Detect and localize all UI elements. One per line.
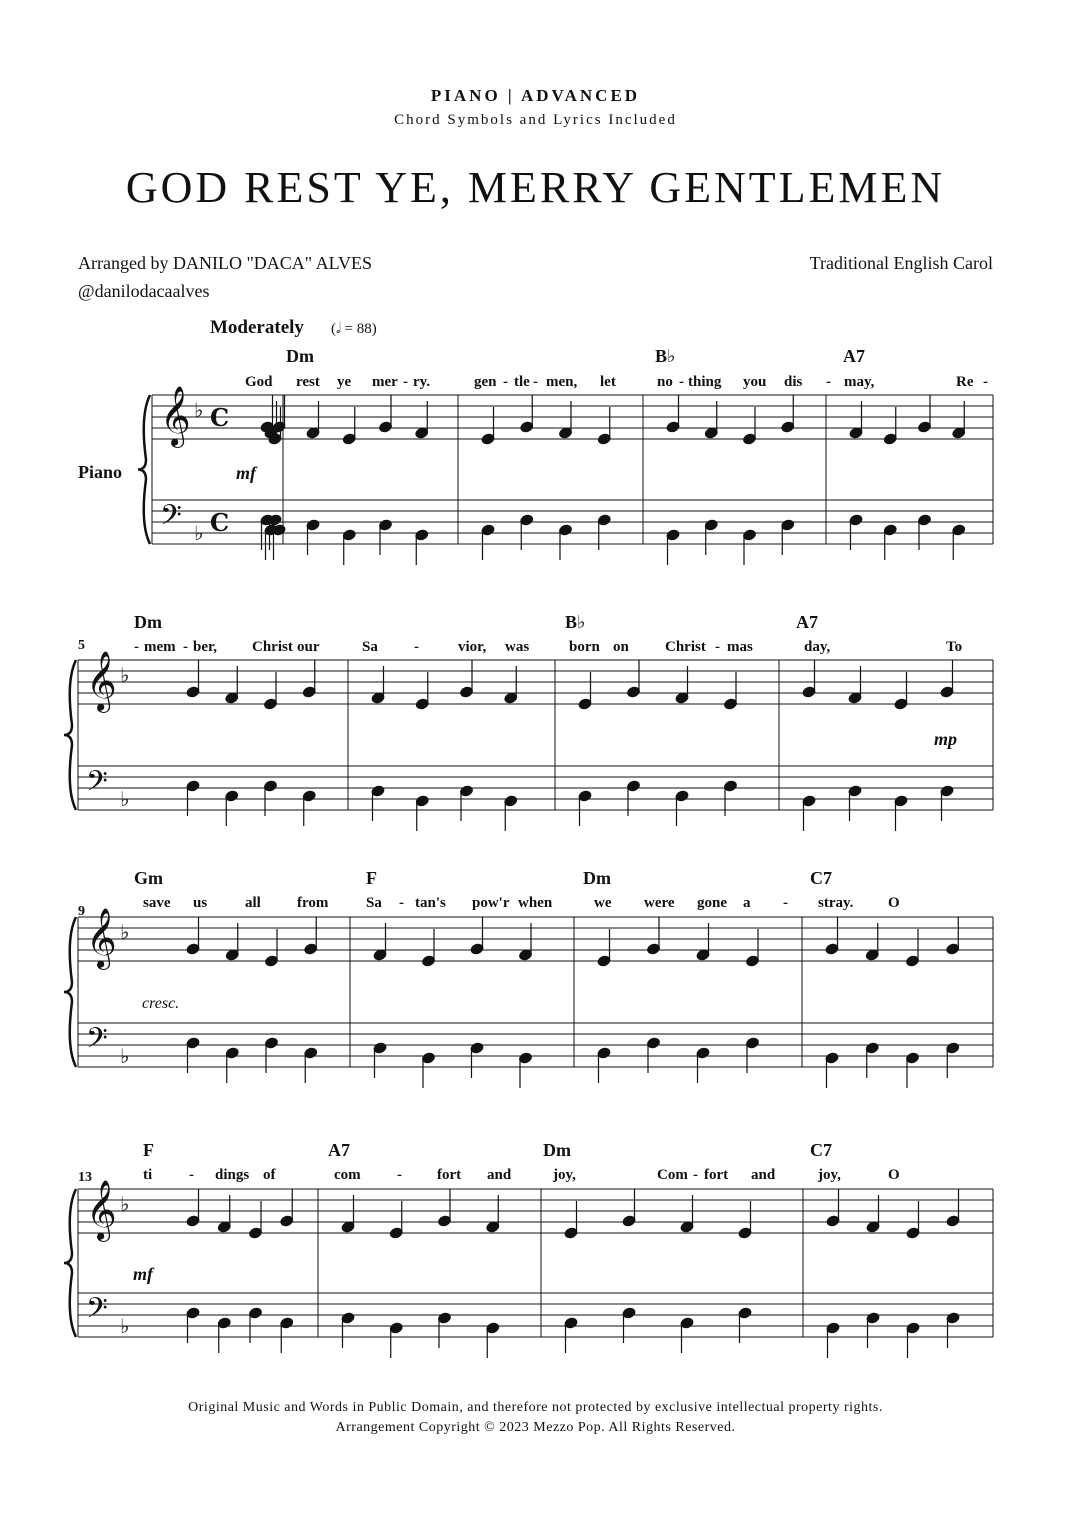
metronome-marking: (𝅗𝅥 = 88) <box>331 321 377 337</box>
key-signature-flat: ♭ <box>194 398 204 422</box>
lyric-syllable: - <box>503 374 508 390</box>
lyric-syllable: of <box>263 1167 276 1183</box>
expression-marking: cresc. <box>142 995 180 1012</box>
lyric-syllable: gone <box>697 895 727 911</box>
lyric-syllable: God <box>245 374 273 390</box>
lyric-syllable: gen <box>474 374 497 390</box>
key-signature-flat: ♭ <box>194 521 204 545</box>
lyric-syllable: ti <box>143 1167 153 1183</box>
treble-clef: 𝄞 <box>86 908 117 968</box>
lyric-syllable: To <box>946 639 963 655</box>
measure-number: 5 <box>78 638 85 653</box>
lyric-syllable: from <box>297 895 329 911</box>
lyric-syllable: mas <box>727 639 753 655</box>
lyric-syllable: on <box>613 639 629 655</box>
chord-symbol: B♭ <box>655 346 676 366</box>
measure-number: 9 <box>78 904 85 919</box>
lyric-syllable: men, <box>546 374 578 390</box>
lyric-syllable: Com <box>657 1167 688 1183</box>
lyric-syllable: when <box>518 895 553 911</box>
lyric-syllable: Christ <box>665 639 706 655</box>
lyric-syllable: no <box>657 374 673 390</box>
bass-clef: 𝄢 <box>160 499 182 539</box>
lyric-syllable: - <box>399 895 404 911</box>
lyric-syllable: mer <box>372 374 398 390</box>
lyric-syllable: born <box>569 639 600 655</box>
lyric-syllable: all <box>245 895 261 911</box>
lyric-syllable: and <box>751 1167 776 1183</box>
lyric-syllable: us <box>193 895 208 911</box>
lyric-syllable: - <box>983 374 988 390</box>
lyric-syllable: - <box>189 1167 194 1183</box>
lyric-syllable: - <box>826 374 831 390</box>
lyric-syllable: save <box>143 895 171 911</box>
lyric-syllable: ry. <box>413 374 431 390</box>
key-signature-flat: ♭ <box>120 1192 130 1216</box>
lyric-syllable: - <box>403 374 408 390</box>
lyric-syllable: stray. <box>818 895 854 911</box>
bass-clef: 𝄢 <box>86 765 108 805</box>
time-signature: C <box>210 508 230 537</box>
lyric-syllable: fort <box>437 1167 462 1183</box>
lyric-syllable: we <box>594 895 612 911</box>
lyric-syllable: O <box>888 1167 900 1183</box>
lyric-syllable: dings <box>215 1167 250 1183</box>
brace <box>138 395 150 544</box>
footer-copyright-notice: Original Music and Words in Public Domain, and therefore not protected by exclusive intellectual property rights. <box>188 1400 883 1415</box>
treble-clef: 𝄞 <box>86 651 117 711</box>
bass-clef: 𝄢 <box>86 1292 108 1332</box>
chord-symbol: A7 <box>796 612 818 632</box>
lyric-syllable: tan's <box>415 895 446 911</box>
lyric-syllable: Sa <box>366 895 382 911</box>
chord-symbol: Dm <box>134 612 162 632</box>
chord-symbol: A7 <box>843 346 865 366</box>
lyric-syllable: O <box>888 895 900 911</box>
lyric-syllable: dis <box>784 374 803 390</box>
lyric-syllable: Christ <box>252 639 293 655</box>
chord-symbol: F <box>143 1140 154 1160</box>
footer-copyright: Arrangement Copyright © 2023 Mezzo Pop. All Rights Reserved. <box>335 1420 736 1435</box>
lyric-syllable: our <box>297 639 320 655</box>
page-title: GOD REST YE, MERRY GENTLEMEN <box>125 163 946 212</box>
lyric-syllable: rest <box>296 374 320 390</box>
key-signature-flat: ♭ <box>120 920 130 944</box>
chord-symbol: C7 <box>810 868 832 888</box>
tempo-marking: Moderately <box>210 317 304 338</box>
key-signature-flat: ♭ <box>120 663 130 687</box>
lyric-syllable: - <box>783 895 788 911</box>
lyric-syllable: - <box>715 639 720 655</box>
lyric-syllable: Re <box>956 374 974 390</box>
bass-clef: 𝄢 <box>86 1022 108 1062</box>
lyric-syllable: - <box>397 1167 402 1183</box>
lyric-syllable: ber, <box>193 639 218 655</box>
instrument-label: Piano <box>78 462 123 482</box>
brace <box>64 660 76 810</box>
lyric-syllable: may, <box>844 374 875 390</box>
brace <box>64 917 76 1067</box>
key-signature-flat: ♭ <box>120 1044 130 1068</box>
key-signature-flat: ♭ <box>120 1314 130 1338</box>
lyric-syllable: a <box>743 895 751 911</box>
chord-symbol: Gm <box>134 868 163 888</box>
lyric-syllable: - <box>134 639 139 655</box>
arranger-handle: @danilodacaalves <box>78 281 210 301</box>
lyric-syllable: was <box>505 639 530 655</box>
lyric-syllable: joy, <box>818 1167 841 1183</box>
lyric-syllable: mem <box>144 639 176 655</box>
lyric-syllable: fort <box>704 1167 729 1183</box>
chord-symbol: C7 <box>810 1140 832 1160</box>
lyric-syllable: - <box>679 374 684 390</box>
chord-symbol: A7 <box>328 1140 350 1160</box>
chord-symbol: Dm <box>543 1140 571 1160</box>
lyric-syllable: ye <box>337 374 352 390</box>
lyric-syllable: day, <box>804 639 831 655</box>
chord-symbol: Dm <box>286 346 314 366</box>
dynamic-marking: mf <box>236 463 256 483</box>
chord-symbol: B♭ <box>565 612 586 632</box>
lyric-syllable: - <box>183 639 188 655</box>
lyric-syllable: - <box>414 639 419 655</box>
brace <box>64 1189 76 1337</box>
lyric-syllable: joy, <box>553 1167 576 1183</box>
composer-credit: Traditional English Carol <box>809 253 993 273</box>
chord-symbol: F <box>366 868 377 888</box>
chord-symbol: Dm <box>583 868 611 888</box>
lyric-syllable: you <box>743 374 767 390</box>
measure-number: 13 <box>78 1170 92 1185</box>
lyric-syllable: let <box>600 374 616 390</box>
lyric-syllable: vior, <box>458 639 487 655</box>
lyric-syllable: thing <box>688 374 722 390</box>
level-heading: PIANO | ADVANCED <box>430 86 641 105</box>
arranger-credit: Arranged by DANILO "DACA" ALVES <box>78 253 373 273</box>
key-signature-flat: ♭ <box>120 787 130 811</box>
dynamic-marking: mf <box>133 1264 153 1284</box>
lyric-syllable: pow'r <box>472 895 510 911</box>
lyric-syllable: were <box>644 895 675 911</box>
treble-clef: 𝄞 <box>86 1180 117 1240</box>
dynamic-marking: mp <box>934 729 958 749</box>
lyric-syllable: tle <box>514 374 530 390</box>
subtitle: Chord Symbols and Lyrics Included <box>394 112 677 128</box>
lyric-syllable: - <box>533 374 538 390</box>
treble-clef: 𝄞 <box>160 386 191 446</box>
lyric-syllable: Sa <box>362 639 378 655</box>
lyric-syllable: and <box>487 1167 512 1183</box>
time-signature: C <box>210 403 230 432</box>
lyric-syllable: - <box>693 1167 698 1183</box>
lyric-syllable: com <box>334 1167 361 1183</box>
